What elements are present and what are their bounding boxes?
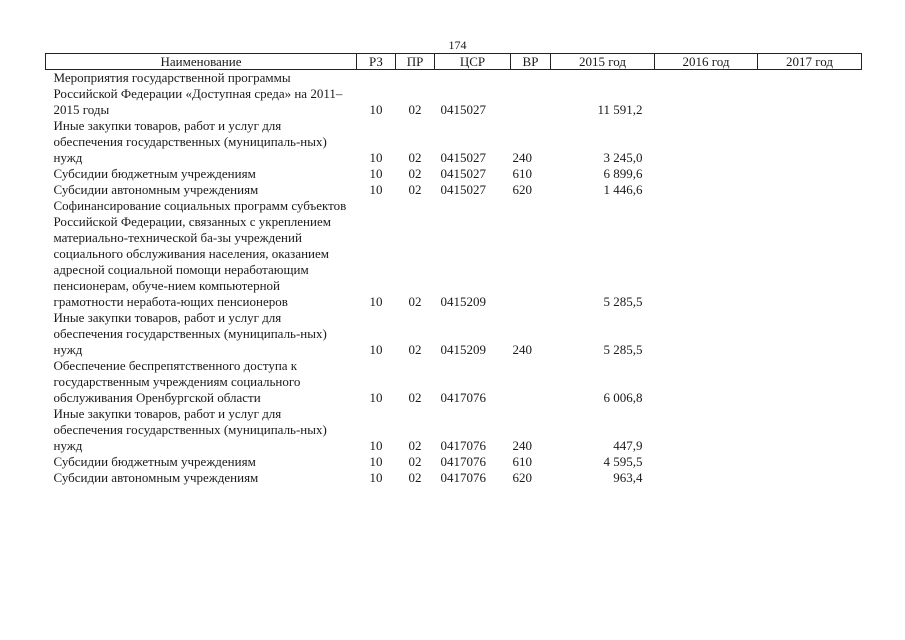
row-csr: 0415209: [440, 294, 486, 309]
row-2016: [655, 406, 758, 454]
header-2016: 2016 год: [655, 54, 758, 70]
row-name: Субсидии автономным учреждениям: [53, 470, 259, 485]
row-rz: 10: [369, 454, 383, 469]
row-2017: [758, 166, 862, 182]
header-rz: РЗ: [357, 54, 396, 70]
row-vr: [511, 70, 551, 119]
row-2016: [655, 118, 758, 166]
table-row: [46, 406, 862, 454]
row-2015: 6 006,8: [603, 390, 643, 405]
row-csr: 0415027: [440, 182, 486, 197]
header-2015: 2015 год: [551, 54, 655, 70]
row-pr: 02: [408, 390, 422, 405]
row-2016: [655, 310, 758, 358]
row-csr: 0417076: [440, 438, 486, 453]
table-row: [46, 182, 862, 198]
table-header: [46, 54, 862, 70]
row-2015: 5 285,5: [603, 294, 643, 309]
row-pr: 02: [408, 182, 422, 197]
row-vr: 240: [512, 438, 532, 453]
row-name: Субсидии бюджетным учреждениям: [53, 166, 256, 181]
table-row: [46, 470, 862, 486]
row-rz: 10: [369, 182, 383, 197]
row-2015: 1 446,6: [603, 182, 643, 197]
table-row: [46, 118, 862, 166]
row-vr: 610: [512, 166, 532, 181]
header-csr: ЦСР: [435, 54, 511, 70]
row-2017: [758, 70, 862, 119]
row-2016: [655, 358, 758, 406]
row-2016: [655, 198, 758, 310]
row-rz: 10: [369, 150, 383, 165]
row-name: Иные закупки товаров, работ и услуг для обеспечения государственных (муниципаль-ных) нужд: [53, 406, 327, 453]
row-csr: 0415027: [440, 150, 486, 165]
row-2017: [758, 470, 862, 486]
row-name: Субсидии автономным учреждениям: [53, 182, 259, 197]
row-pr: 02: [408, 150, 422, 165]
row-name: Субсидии бюджетным учреждениям: [53, 454, 256, 469]
row-rz: 10: [369, 438, 383, 453]
table-row: [46, 166, 862, 182]
row-2016: [655, 470, 758, 486]
row-2017: [758, 358, 862, 406]
header-name: Наименование: [46, 54, 357, 70]
row-rz: 10: [369, 102, 383, 117]
row-rz: 10: [369, 470, 383, 485]
row-2016: [655, 166, 758, 182]
table-row: [46, 454, 862, 470]
page-number: 174: [448, 38, 467, 52]
budget-table: [45, 53, 862, 486]
row-vr: 620: [512, 470, 532, 485]
row-2015: 11 591,2: [597, 102, 643, 117]
row-rz: 10: [369, 342, 383, 357]
row-pr: 02: [408, 438, 422, 453]
row-2015: 447,9: [613, 438, 643, 453]
row-2015: 5 285,5: [603, 342, 643, 357]
row-pr: 02: [408, 470, 422, 485]
row-csr: 0415027: [440, 102, 486, 117]
row-csr: 0417076: [440, 454, 486, 469]
row-rz: 10: [369, 294, 383, 309]
row-vr: 240: [512, 150, 532, 165]
row-csr: 0417076: [440, 470, 486, 485]
row-2017: [758, 118, 862, 166]
row-pr: 02: [408, 102, 422, 117]
row-vr: 610: [512, 454, 532, 469]
header-vr: ВР: [511, 54, 551, 70]
header-row: [46, 54, 862, 70]
row-vr: 620: [512, 182, 532, 197]
row-name: Софинансирование социальных программ субъектов Российской Федерации, связанных с укреплением материально-технической ба-зы учреждений социального обслуживания населения, оказанием адресной социальной помощи неработающим пенсионерам, обуче-нием компьютерной грамотности неработа-ющих пенсионеров: [53, 198, 347, 309]
row-pr: 02: [408, 342, 422, 357]
row-2016: [655, 70, 758, 119]
row-2017: [758, 454, 862, 470]
row-vr: [511, 198, 551, 310]
row-name: Иные закупки товаров, работ и услуг для обеспечения государственных (муниципаль-ных) нужд: [53, 310, 327, 357]
row-csr: 0417076: [440, 390, 486, 405]
row-2015: 4 595,5: [603, 454, 643, 469]
row-rz: 10: [369, 166, 383, 181]
row-csr: 0415209: [440, 342, 486, 357]
row-2017: [758, 182, 862, 198]
row-pr: 02: [408, 454, 422, 469]
row-2016: [655, 454, 758, 470]
table-row: [46, 70, 862, 119]
row-rz: 10: [369, 390, 383, 405]
header-pr: ПР: [396, 54, 435, 70]
row-2017: [758, 198, 862, 310]
row-csr: 0415027: [440, 166, 486, 181]
table-row: [46, 358, 862, 406]
header-2017: 2017 год: [758, 54, 862, 70]
row-2016: [655, 182, 758, 198]
row-2015: 963,4: [613, 470, 643, 485]
row-name: Иные закупки товаров, работ и услуг для обеспечения государственных (муниципаль-ных) нужд: [53, 118, 327, 165]
row-name: Мероприятия государственной программы Российской Федерации «Доступная среда» на 2011–2015 годы: [53, 70, 343, 117]
row-vr: 240: [512, 342, 532, 357]
row-vr: [511, 358, 551, 406]
table-row: [46, 310, 862, 358]
row-pr: 02: [408, 166, 422, 181]
row-2017: [758, 406, 862, 454]
row-pr: 02: [408, 294, 422, 309]
table-body: [46, 70, 862, 487]
row-2015: 3 245,0: [603, 150, 643, 165]
row-2017: [758, 310, 862, 358]
row-name: Обеспечение беспрепятственного доступа к государственным учреждениям социального обслуживания Оренбургской области: [53, 358, 301, 405]
row-2015: 6 899,6: [603, 166, 643, 181]
table-row: [46, 198, 862, 310]
